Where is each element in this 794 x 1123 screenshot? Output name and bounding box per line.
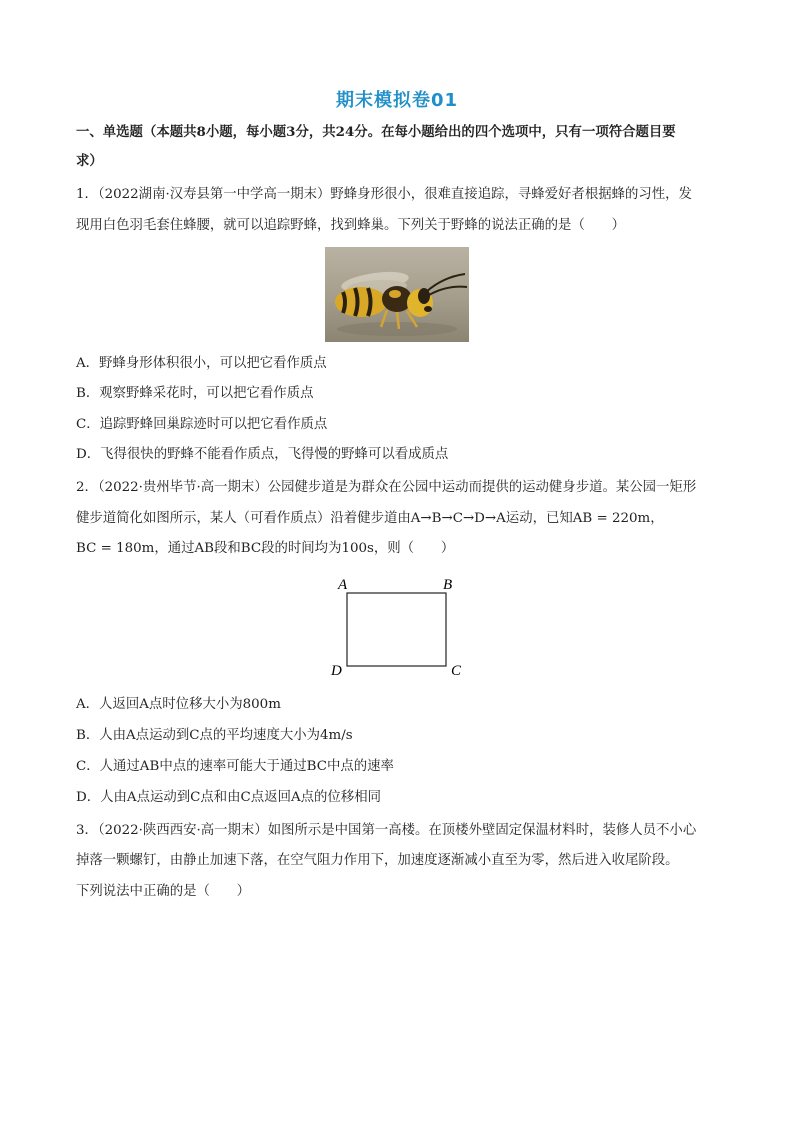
q3-text-line-3: 下列说法中正确的是（ ） xyxy=(76,884,251,899)
q2-option-b: B．人由A点运动到C点的平均速度大小为4m/s xyxy=(76,728,353,743)
rectangle-track-diagram xyxy=(325,574,475,680)
q1-text-line-2: 现用白色羽毛套住蜂腰，就可以追踪野蜂，找到蜂巢。下列关于野蜂的说法正确的是（ ） xyxy=(76,218,626,233)
section-heading-line-2: 求） xyxy=(76,153,103,169)
label-c: C xyxy=(451,663,462,679)
q2-text-line-3: BC = 180m，通过AB段和BC段的时间均为100s，则（ ） xyxy=(76,541,455,556)
q1-option-d: D．飞得很快的野蜂不能看作质点，飞得慢的野蜂可以看成质点 xyxy=(76,447,449,462)
q1-option-c: C．追踪野蜂回巢踪迹时可以把它看作质点 xyxy=(76,417,328,432)
section-heading-line-1: 一、单选题（本题共8小题，每小题3分，共24分。在每小题给出的四个选项中，只有一项符合题目要 xyxy=(76,124,676,140)
wasp-photo xyxy=(325,247,469,342)
track-rectangle xyxy=(347,593,446,666)
q2-text-line-2: 健步道简化如图所示，某人（可看作质点）沿着健步道由A→B→C→D→A运动，已知AB = 220m， xyxy=(76,511,664,526)
label-a: A xyxy=(338,577,348,593)
q2-option-a: A．人返回A点时位移大小为800m xyxy=(76,697,281,712)
wasp-image xyxy=(325,247,469,342)
q3-text-line-1: 3．（2022·陕西西安·高一期末）如图所示是中国第一高楼。在顶楼外壁固定保温材料时，装修人员不小心 xyxy=(76,823,697,838)
label-d: D xyxy=(331,663,342,679)
q1-text-line-1: 1．（2022湖南·汉寿县第一中学高一期末）野蜂身形很小，很难直接追踪，寻蜂爱好者根据蜂的习性，发 xyxy=(76,187,692,202)
q2-option-d: D．人由A点运动到C点和由C点返回A点的位移相同 xyxy=(76,790,381,805)
q2-text-line-1: 2．（2022·贵州毕节·高一期末）公园健步道是为群众在公园中运动而提供的运动健身步道。某公园一矩形 xyxy=(76,480,697,495)
page-title: 期末模拟卷01 xyxy=(335,90,459,111)
q3-text-line-2: 掉落一颗螺钉，由静止加速下落，在空气阻力作用下，加速度逐渐减小直至为零，然后进入收尾阶段。 xyxy=(76,853,679,868)
label-b: B xyxy=(443,577,453,593)
wasp-abdomen xyxy=(335,287,387,317)
q1-option-b: B．观察野蜂采花时，可以把它看作质点 xyxy=(76,386,314,401)
q2-option-c: C．人通过AB中点的速率可能大于通过BC中点的速率 xyxy=(76,759,394,774)
q1-option-a: A．野蜂身形体积很小，可以把它看作质点 xyxy=(76,356,327,371)
